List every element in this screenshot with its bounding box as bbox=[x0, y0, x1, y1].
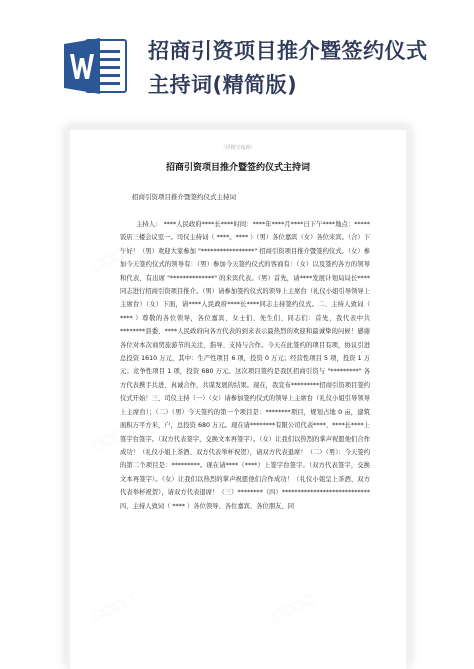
watermark: ▢▢▢▢ bbox=[269, 241, 317, 273]
watermark: ▢▢▢▢ bbox=[89, 591, 137, 623]
watermark: ▢▢▢▢ bbox=[89, 241, 137, 273]
page-title bbox=[148, 34, 458, 102]
watermark: ▢▢▢▢ bbox=[89, 421, 137, 453]
document-title: 招商引资项目推介暨签约仪式主持词 bbox=[165, 163, 310, 173]
document-subtitle: 招商引资项目推介暨签约仪式主持词 bbox=[132, 193, 236, 201]
title-line-1: 招商引资项目推介暨签约仪式 bbox=[148, 39, 428, 63]
top-note: （浮精宝翰跑） bbox=[220, 145, 256, 151]
watermark: ▢▢▢▢ bbox=[269, 591, 317, 623]
document-page bbox=[70, 130, 406, 669]
title-line-2: 主持词(精简版) bbox=[148, 73, 298, 97]
word-icon bbox=[64, 36, 128, 96]
document-body: 主持人： ****人民政府****长****时间：****年****月****日下午****地点：*****饭店三楼会议室一。司仪主持词（ ****。**** ）（男）各位嘉宾（女）各位来宾。（合）下午好！（男）欢迎大家参加 "*****************" 招商引资项目推介暨签约仪式。（女）参加今天签约仪式的领导有：（男）参加今天签约仪式的客商有：（女）以及签约各方的领导和代表、有出席 "**************" 的来宾代表。（男）首先，请****发展计划局局长****同志进行招商引资项目推介。（男）请参加签约仪式的领导上主席台（礼仪小姐引导领导上主席台）（女）下面，请****人民政府****长****同志主持签约仪式。二、主持人致词（ **** ）尊敬的各位领导，各位嘉宾、女士们、先生们、同志们：首先，我代表中共********县委、****人民政府向各方代表的到来表示最热烈的欢迎和最诚挚的问候！感谢各位对本次商贸旅游节的关注、指导、支持与合作。今天在此签约的项目有项，协议引进总投资 1610 万元，其中：生产性项目 6 项，投资 0 万元；经营性项目 5 项，投资 1 万元；竞争性项目 1 项，投资 680 万元。这次项目签约是我区招商引资与 "*********" 各方代表携手共进、真诚合作，共谋发展的结果。现在，我宣布*********招商引资项目签约仪式开始！三、司仪主持（一）（女）请参加签约仪式的领导上主席台（礼仪小姐引导领导上主席台）；（二）（男）今天签约的第一个项目是：********项目，规划占地 0 亩，建筑面积万平方米，户，总投资 680 万元。现在请********有限公司代表****、****长****上签字台签字。（双方代表签字，交换文本再签字）。（女）让我们以热烈的掌声祝愿他们合作成功！（礼仪小姐上茶酒、双方代表举杯祝贺），请双方代表退席！（二）（男）：今天签约的第二个项目是：*********。现在请****（****）上签字台签字。（双方代表签字，交换文本再签字）。（女）让我们以热烈的掌声祝愿他们合作成功！（礼仪小姐呈上茶酒、双方代表举杯祝贺），请双方代表退席！（三）********（四）****************************四、主持人致词（ **** ）各位领导、各位嘉宾、各位朋友、同 bbox=[120, 221, 370, 510]
watermark: ▢▢▢▢ bbox=[269, 421, 317, 453]
page-header bbox=[0, 0, 474, 125]
